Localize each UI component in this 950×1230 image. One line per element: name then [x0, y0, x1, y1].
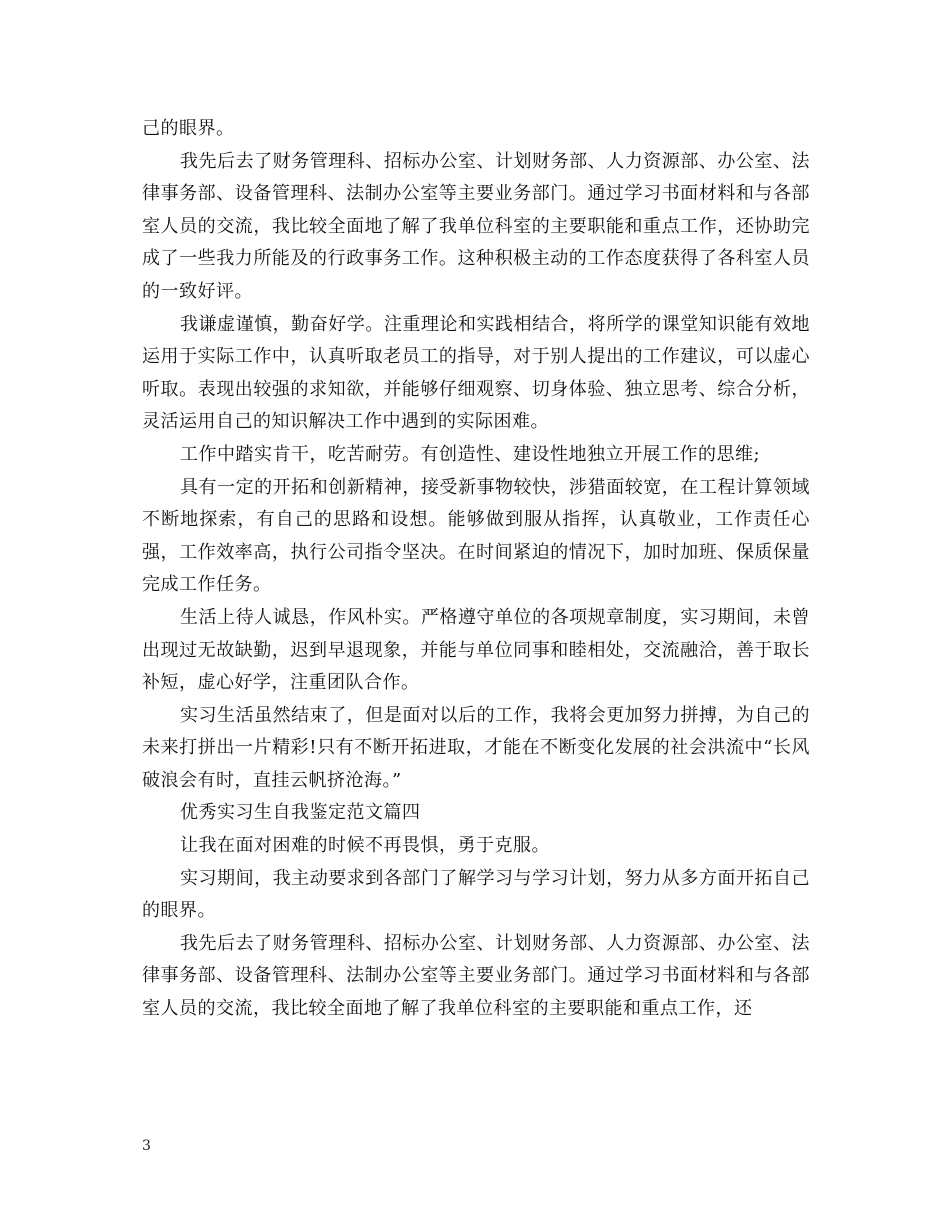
paragraph-2: 我先后去了财务管理科、招标办公室、计划财务部、人力资源部、办公室、法律事务部、设备管理科、法制办公室等主要业务部门。通过学习书面材料和与各部室人员的交流，我比较全面地了解了我单位科室的主要职能和重点工作，还协助完成了一些我力所能及的行政事务工作。这种积极主动的工作态度获得了各科室人员的一致好评。 — [142, 150, 810, 302]
page-number: 3 — [142, 1138, 151, 1154]
paragraph-10: 实习期间，我主动要求到各部门了解学习与学习计划，努力从多方面开拓自己的眼界。 — [142, 867, 810, 922]
paragraph-11: 我先后去了财务管理科、招标办公室、计划财务部、人力资源部、办公室、法律事务部、设备管理科、法制办公室等主要业务部门。通过学习书面材料和与各部室人员的交流，我比较全面地了解了我单位科室的主要职能和重点工作，还 — [142, 932, 810, 1020]
paragraph-6: 生活上待人诚恳，作风朴实。严格遵守单位的各项规章制度，实习期间，未曾出现过无故缺勤，迟到早退现象，并能与单位同事和睦相处，交流融洽，善于取长补短，虚心好学，注重团队合作。 — [142, 606, 810, 694]
paragraph-9: 让我在面对困难的时候不再畏惧，勇于克服。 — [180, 835, 550, 857]
document-body — [142, 113, 810, 1026]
paragraph-5: 具有一定的开拓和创新精神，接受新事物较快，涉猎面较宽，在工程计算领域不断地探索，有自己的思路和设想。能够做到服从指挥，认真敬业，工作责任心强，工作效率高，执行公司指令坚决。在时间紧迫的情况下，加时加班、保质保量完成工作任务。 — [142, 476, 810, 596]
paragraph-7: 实习生活虽然结束了，但是面对以后的工作，我将会更加努力拼搏，为自己的未来打拼出一片精彩!只有不断开拓进取，才能在不断变化发展的社会洪流中“长风破浪会有时，直挂云帆挤沧海。” — [142, 704, 810, 791]
paragraph-4: 工作中踏实肯干，吃苦耐劳。有创造性、建设性地独立开展工作的思维; — [180, 443, 761, 465]
paragraph-3: 我谦虚谨慎，勤奋好学。注重理论和实践相结合，将所学的课堂知识能有效地运用于实际工作中，认真听取老员工的指导，对于别人提出的工作建议，可以虚心听取。表现出较强的求知欲，并能够仔细观察、切身体验、独立思考、综合分析，灵活运用自己的知识解决工作中遇到的实际困难。 — [142, 313, 810, 433]
paragraph-1: 己的眼界。 — [142, 118, 235, 139]
section-heading: 优秀实习生自我鉴定范文篇四 — [180, 802, 421, 824]
